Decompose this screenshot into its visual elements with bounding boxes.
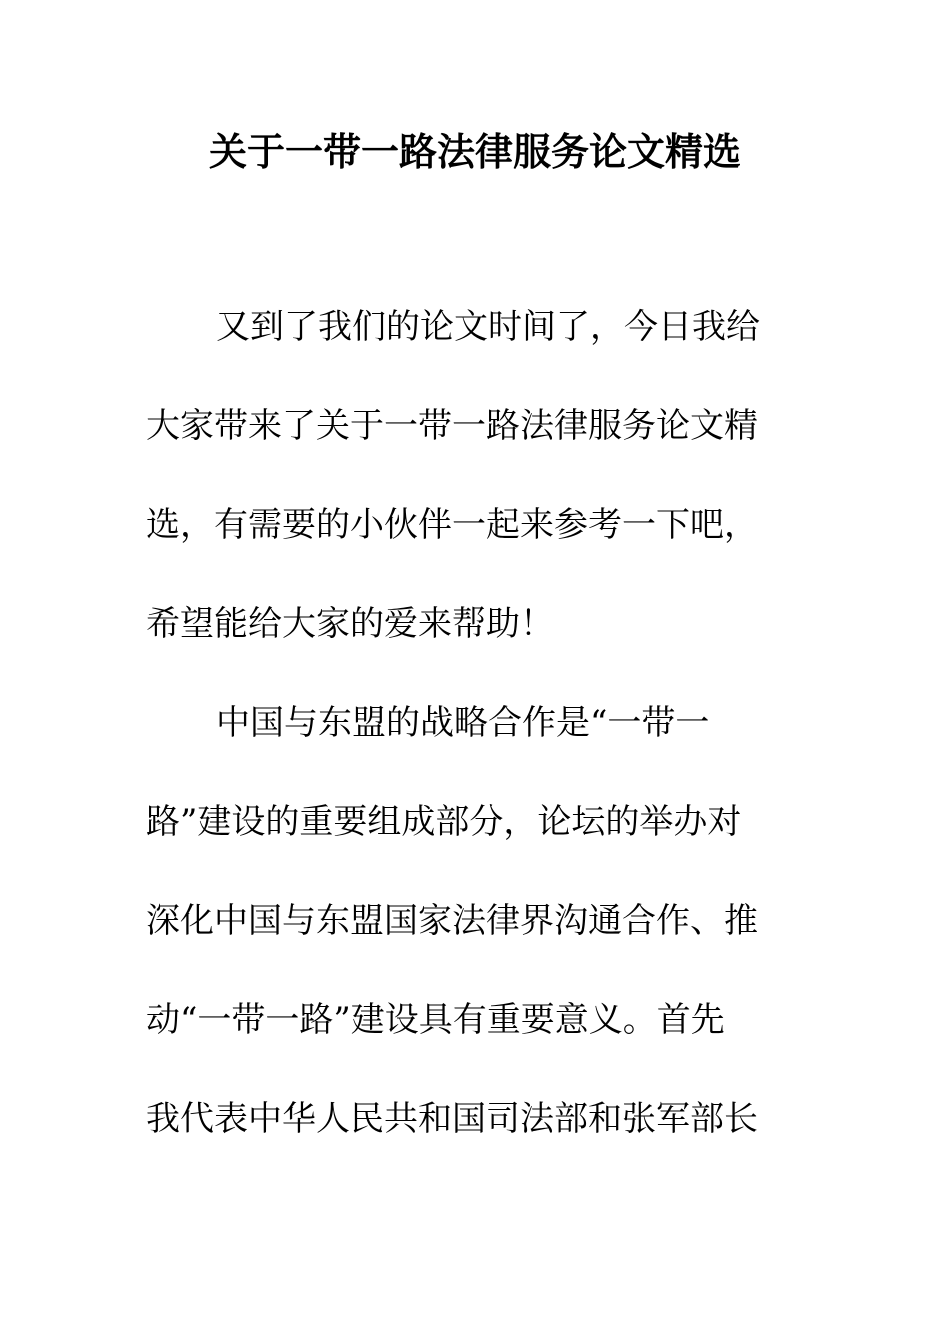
paragraph-2-line-5: 我代表中华人民共和国司法部和张军部长: [146, 1099, 758, 1139]
paragraph-2-line-1: 中国与东盟的战略合作是“一带一: [216, 703, 710, 743]
paragraph-1-line-4: 希望能给大家的爱来帮助！: [146, 604, 554, 644]
paragraph-2-line-2: 路”建设的重要组成部分，论坛的举办对: [146, 802, 742, 842]
paragraph-1-line-3: 选，有需要的小伙伴一起来参考一下吧，: [146, 505, 758, 545]
document-body: [146, 300, 806, 1191]
paragraph-2-line-4: 动“一带一路”建设具有重要意义。首先: [146, 1000, 725, 1040]
paragraph-1-line-2: 大家带来了关于一带一路法律服务论文精: [146, 406, 758, 446]
paragraph-1-line-1: 又到了我们的论文时间了，今日我给: [216, 307, 760, 347]
document-title: 关于一带一路法律服务论文精选: [208, 129, 741, 174]
paragraph-2-line-3: 深化中国与东盟国家法律界沟通合作、推: [146, 901, 758, 941]
